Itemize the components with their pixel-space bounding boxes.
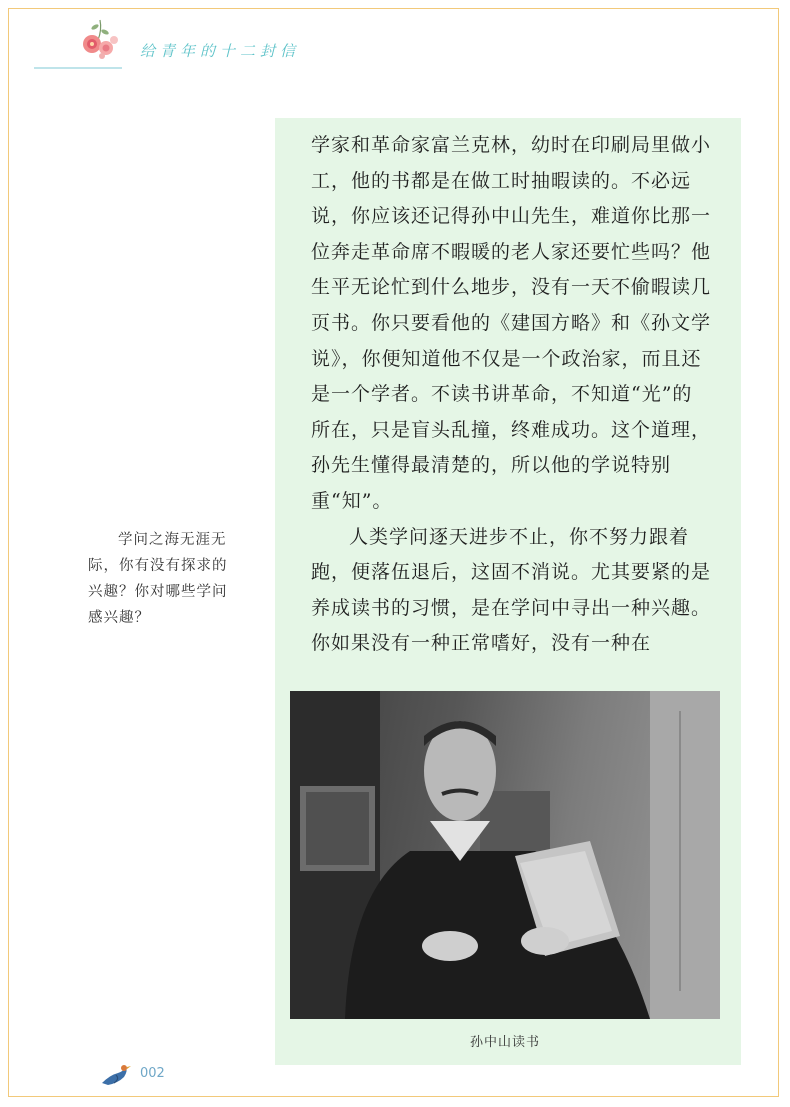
paragraph: 学家和革命家富兰克林，幼时在印刷局里做小工，他的书都是在做工时抽暇读的。不必远说，你应该还记得孙中山先生，难道你比那一位奔走革命席不暇暖的老人家还要忙些吗？他生平无论忙到什么地步，没有一天不偷暇读几页书。你只要看他的《建国方略》和《孙文学说》，你便知道他不仅是一个政治家，而且还是一个学者。不读书讲革命，不知道“光”的所在，只是盲头乱撞，终难成功。这个道理，孙先生懂得最清楚的，所以他的学说特别重“知”。 [311,134,712,512]
photo [290,691,720,1019]
page-number: 002 [140,1066,165,1081]
flower-decoration-icon [78,14,126,62]
portrait-image [290,691,720,1019]
side-note-text: 学问之海无涯无际，你有没有探求的兴趣？你对哪些学问感兴趣？ [88,532,228,626]
photo-caption: 孙中山读书 [469,1035,540,1050]
header-divider [34,67,122,69]
book-title: 给青年的十二封信 [140,42,301,60]
bird-icon [100,1061,132,1087]
side-note [88,527,238,631]
main-text [311,128,711,662]
paragraph: 人类学问逐天进步不止，你不努力跟着跑，便落伍退后，这固不消说。尤其要紧的是养成读书的习惯，是在学问中寻出一种兴趣。你如果没有一种正常嗜好，没有一种在 [311,525,712,655]
